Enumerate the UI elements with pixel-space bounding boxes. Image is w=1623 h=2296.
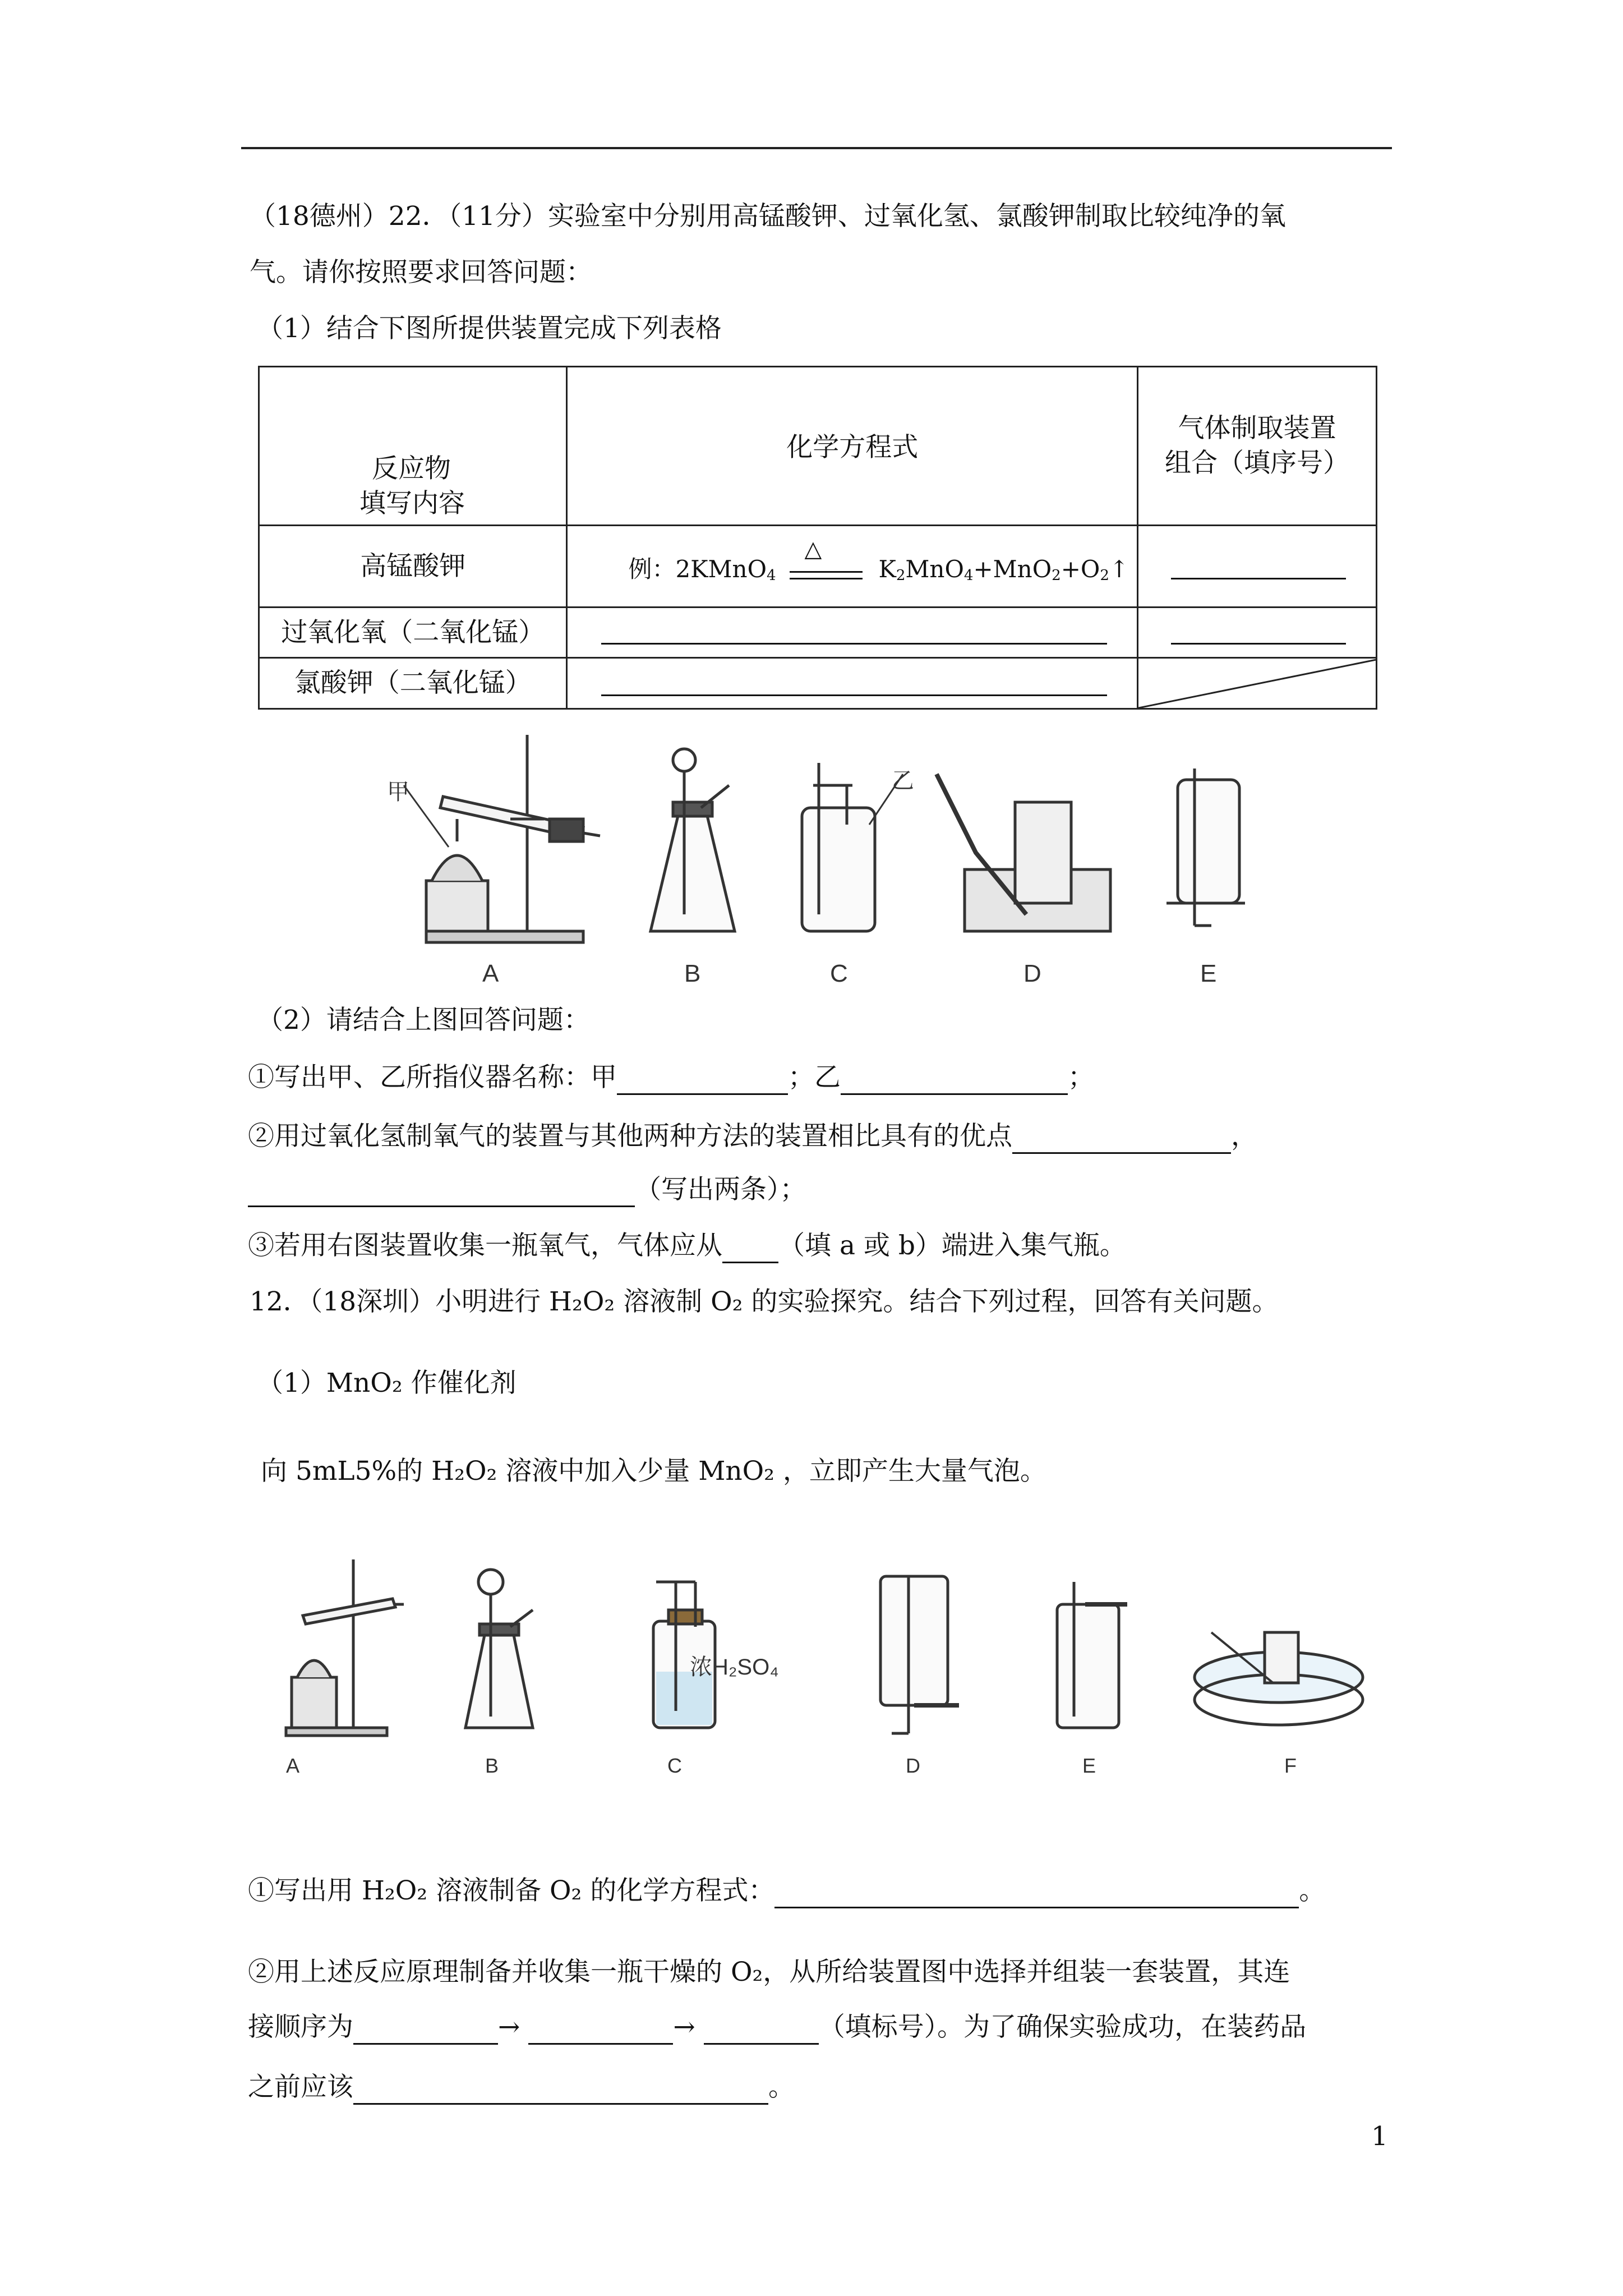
q2-item2-text-b: （填标号）。为了确保实验成功，在装药品 — [818, 2012, 1307, 2042]
page-number: 1 — [1371, 2121, 1388, 2152]
blank-advantage-1[interactable] — [1012, 1124, 1231, 1154]
blank-order-1[interactable] — [353, 2015, 498, 2045]
q2-item1-text-b: 。 — [1299, 1875, 1326, 1906]
q2-intro: 12．（18深圳）小明进行 H₂O₂ 溶液制 O₂ 的实验探究。结合下列过程，回答有关问题。 — [250, 1286, 1279, 1317]
q2-item2-text-a: 接顺序为 — [248, 2012, 353, 2042]
blank-before-loading[interactable] — [353, 2075, 768, 2105]
fig2-label-e: E — [1082, 1754, 1096, 1777]
label-h2so4: 浓H₂SO₄ — [690, 1655, 779, 1680]
row2-apparatus-blank[interactable] — [1171, 643, 1346, 645]
apparatus-c-gas-bottle — [802, 763, 903, 931]
header-equation: 化学方程式 — [567, 367, 1138, 526]
header-fill-content: 填写内容 — [359, 488, 465, 519]
fig2-label-b: B — [485, 1754, 499, 1777]
row3-equation-cell — [567, 658, 1138, 709]
header-apparatus-line1: 气体制取装置 — [1178, 413, 1336, 444]
heat-triangle: △ — [804, 536, 822, 562]
row1-reactant: 高锰酸钾 — [259, 526, 567, 608]
q2-item2-text-c: 之前应该 — [248, 2072, 353, 2102]
fig2-apparatus-d-inverted-bottle — [880, 1576, 959, 1733]
fig1-label-a: A — [482, 960, 499, 987]
figure2-apparatus — [269, 1548, 1391, 1795]
q2-item1 — [248, 1874, 1325, 1908]
blank-inlet[interactable] — [722, 1234, 778, 1263]
label-jia: 甲 — [387, 780, 409, 804]
apparatus-e-upward-collection — [1166, 769, 1245, 926]
blank-order-2[interactable] — [528, 2015, 673, 2045]
equals-bar-bottom — [790, 578, 863, 579]
row2-reactant: 过氧化氧（二氧化锰） — [259, 608, 567, 658]
row1-apparatus-blank[interactable] — [1171, 578, 1346, 579]
q1-intro-line2: 气。请你按照要求回答问题： — [250, 257, 592, 288]
fig1-label-e: E — [1200, 960, 1217, 987]
header-apparatus-line2: 组合（填序号） — [1165, 448, 1350, 478]
q2-item2-line1: ②用上述反应原理制备并收集一瓶干燥的 O₂，从所给装置图中选择并组装一套装置，其连 — [248, 1957, 1290, 1987]
blank-jia[interactable] — [617, 1065, 788, 1095]
blank-advantage-2[interactable] — [248, 1177, 635, 1207]
fig2-apparatus-f-water-trough — [1195, 1632, 1363, 1725]
q2-item2-line2 — [248, 2010, 1306, 2045]
arrow-2: → — [673, 2012, 695, 2042]
blank-order-3[interactable] — [704, 2015, 819, 2045]
row1-apparatus-cell — [1138, 526, 1377, 608]
blank-yi[interactable] — [841, 1065, 1068, 1095]
blank-equation[interactable] — [774, 1879, 1299, 1908]
q1-item2-cont — [248, 1172, 806, 1207]
equation-rhs-k: K — [878, 555, 896, 583]
fig2-apparatus-a-heating — [286, 1559, 404, 1736]
q1-part2: （2）请结合上图回答问题： — [257, 1005, 590, 1036]
q1-intro-line1: （18德州）22．（11分）实验室中分别用高锰酸钾、过氧化氢、氯酸钾制取比较纯净的氧 — [250, 201, 1286, 232]
reaction-table — [258, 366, 1377, 710]
equation-lhs: 例：2KMnO — [628, 555, 767, 583]
apparatus-a-heating-setup — [404, 735, 600, 942]
q1-item1-text-a: ①写出甲、乙所指仪器名称：甲 — [248, 1062, 617, 1093]
row3-reactant: 氯酸钾（二氧化锰） — [259, 658, 567, 709]
q1-part1: （1）结合下图所提供装置完成下列表格 — [257, 313, 722, 344]
row2-apparatus-cell — [1138, 608, 1377, 658]
row2-equation-blank[interactable] — [601, 643, 1107, 645]
q1-item1-text-c: ； — [1068, 1062, 1094, 1093]
cell-diagonal-slash — [1138, 659, 1376, 710]
q1-item1 — [248, 1060, 1094, 1095]
q1-item2-text-b: ， — [1231, 1121, 1257, 1152]
label-yi: 乙 — [892, 769, 914, 793]
q1-item3-text-a: ③若用右图装置收集一瓶氧气，气体应从 — [248, 1230, 722, 1261]
q2-item1-text-a: ①写出用 H₂O₂ 溶液制备 O₂ 的化学方程式： — [248, 1875, 775, 1906]
row1-equation-example — [567, 526, 1138, 608]
row2-equation-cell — [567, 608, 1138, 658]
q1-item3-text-b: （填 a 或 b）端进入集气瓶。 — [778, 1230, 1126, 1261]
q1-item2 — [248, 1119, 1257, 1154]
q2-part1: （1）MnO₂ 作催化剂 — [257, 1368, 517, 1398]
equals-bar-top — [790, 571, 863, 573]
equation-rhs: $K_2MnO_4+MnO_2+O_2↑$ — [878, 555, 1129, 585]
header-rule — [241, 147, 1392, 149]
fig2-label-f: F — [1284, 1754, 1297, 1777]
q2-item2-line3 — [248, 2070, 795, 2105]
header-reactant: 反应物 — [372, 453, 451, 484]
fig2-apparatus-e-upright-bottle — [1057, 1582, 1127, 1728]
q2-step: 向 5mL5%的 H₂O₂ 溶液中加入少量 MnO₂ ，立即产生大量气泡。 — [261, 1456, 1046, 1487]
figure1-apparatus — [365, 729, 1290, 993]
fig2-label-d: D — [906, 1754, 920, 1777]
row3-equation-blank[interactable] — [601, 694, 1107, 696]
row3-apparatus-cell-crossed — [1138, 658, 1377, 709]
apparatus-d-water-trough — [937, 774, 1110, 931]
q1-item2-text-a: ②用过氧化氢制氧气的装置与其他两种方法的装置相比具有的优点 — [248, 1121, 1012, 1152]
fig2-label-a: A — [286, 1754, 300, 1777]
row1-equation-text: 例：2KMnO$_4$ — [628, 555, 776, 585]
arrow-1: → — [498, 2012, 520, 2042]
fig1-label-d: D — [1023, 960, 1041, 987]
q1-item2-text-c: （写出两条）； — [635, 1174, 806, 1205]
q1-item3 — [248, 1228, 1126, 1263]
q1-item1-text-b: ；乙 — [788, 1062, 841, 1093]
fig2-label-c: C — [667, 1754, 682, 1777]
fig1-label-c: C — [830, 960, 848, 987]
apparatus-b-flask-funnel — [651, 749, 735, 931]
header-apparatus — [1138, 367, 1377, 526]
table-header-diagonal-cell — [259, 367, 567, 526]
q2-item2-text-d: 。 — [768, 2072, 795, 2102]
fig1-label-b: B — [684, 960, 701, 987]
fig2-apparatus-b-flask-funnel — [465, 1570, 533, 1728]
